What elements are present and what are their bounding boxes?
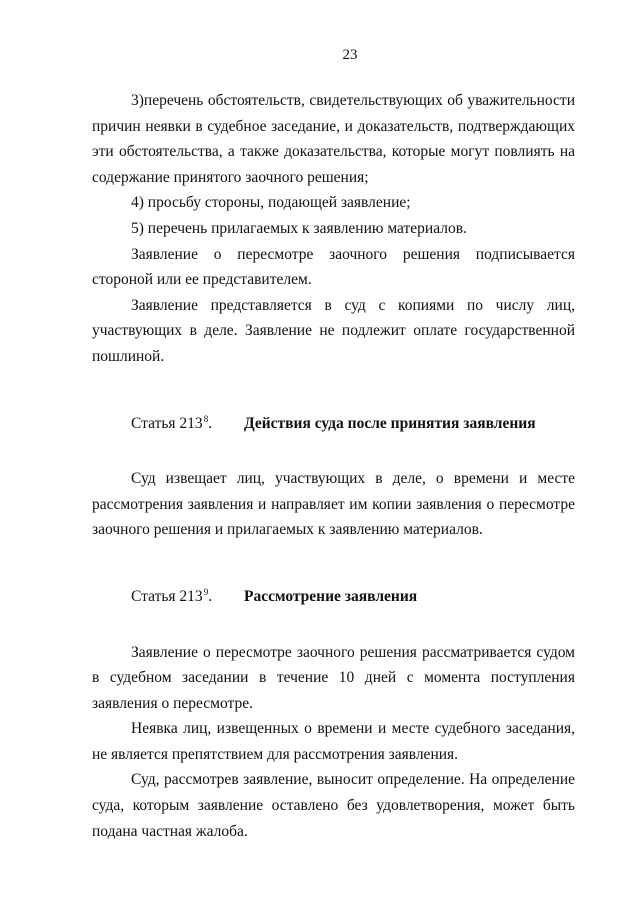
page-number: 23 bbox=[342, 47, 358, 63]
paragraph: Неявка лиц, извещенных о времени и месте судебного заседания, не является препятствием для рассмотрения заявления. bbox=[92, 720, 575, 763]
paragraph: Заявление о пересмотре заочного решения рассматривается судом в судебном заседании в течение 10 дней с момента поступления заявления о пересмотре. bbox=[92, 643, 575, 712]
paragraph: 3)перечень обстоятельств, свидетельствующих об уважительности причин неявки в судебное заседание, и доказательств, подтверждающих эти обстоятельства, а также доказательства, которые могут повлиять на содержание принятого заочного решения; bbox=[92, 92, 575, 186]
paragraph: Заявление о пересмотре заочного решения подписывается стороной или ее представителем. bbox=[92, 245, 575, 289]
article-heading bbox=[92, 580, 575, 610]
document-body bbox=[92, 88, 575, 844]
article-superscript: 9 bbox=[203, 586, 209, 597]
article-title: Действия суда после принятия заявления bbox=[244, 414, 536, 432]
article-suffix: . bbox=[208, 414, 213, 432]
article-label: Статья 213 bbox=[131, 414, 203, 432]
article-title: Рассмотрение заявления bbox=[244, 587, 418, 605]
paragraph: Суд, рассмотрев заявление, выносит определение. На определение суда, которым заявление оставлено без удовлетворения, может быть подана частная жалоба. bbox=[92, 771, 575, 840]
article-superscript: 8 bbox=[203, 413, 209, 424]
paragraph: 4) просьбу стороны, подающей заявление; bbox=[131, 194, 411, 212]
paragraph: Заявление представляется в суд с копиями по числу лиц, участвующих в деле. Заявление не подлежит оплате государственной пошлиной. bbox=[92, 296, 575, 365]
article-suffix: . bbox=[208, 587, 213, 605]
article-number bbox=[131, 580, 244, 610]
paragraph: Суд извещает лиц, участвующих в деле, о времени и месте рассмотрения заявления и направляет им копии заявления о пересмотре заочного решения и прилагаемых к заявлению материалов. bbox=[92, 470, 575, 539]
paragraph: 5) перечень прилагаемых к заявлению материалов. bbox=[131, 219, 467, 237]
article-number bbox=[131, 407, 244, 437]
article-heading bbox=[92, 407, 575, 437]
article-label: Статья 213 bbox=[131, 587, 203, 605]
